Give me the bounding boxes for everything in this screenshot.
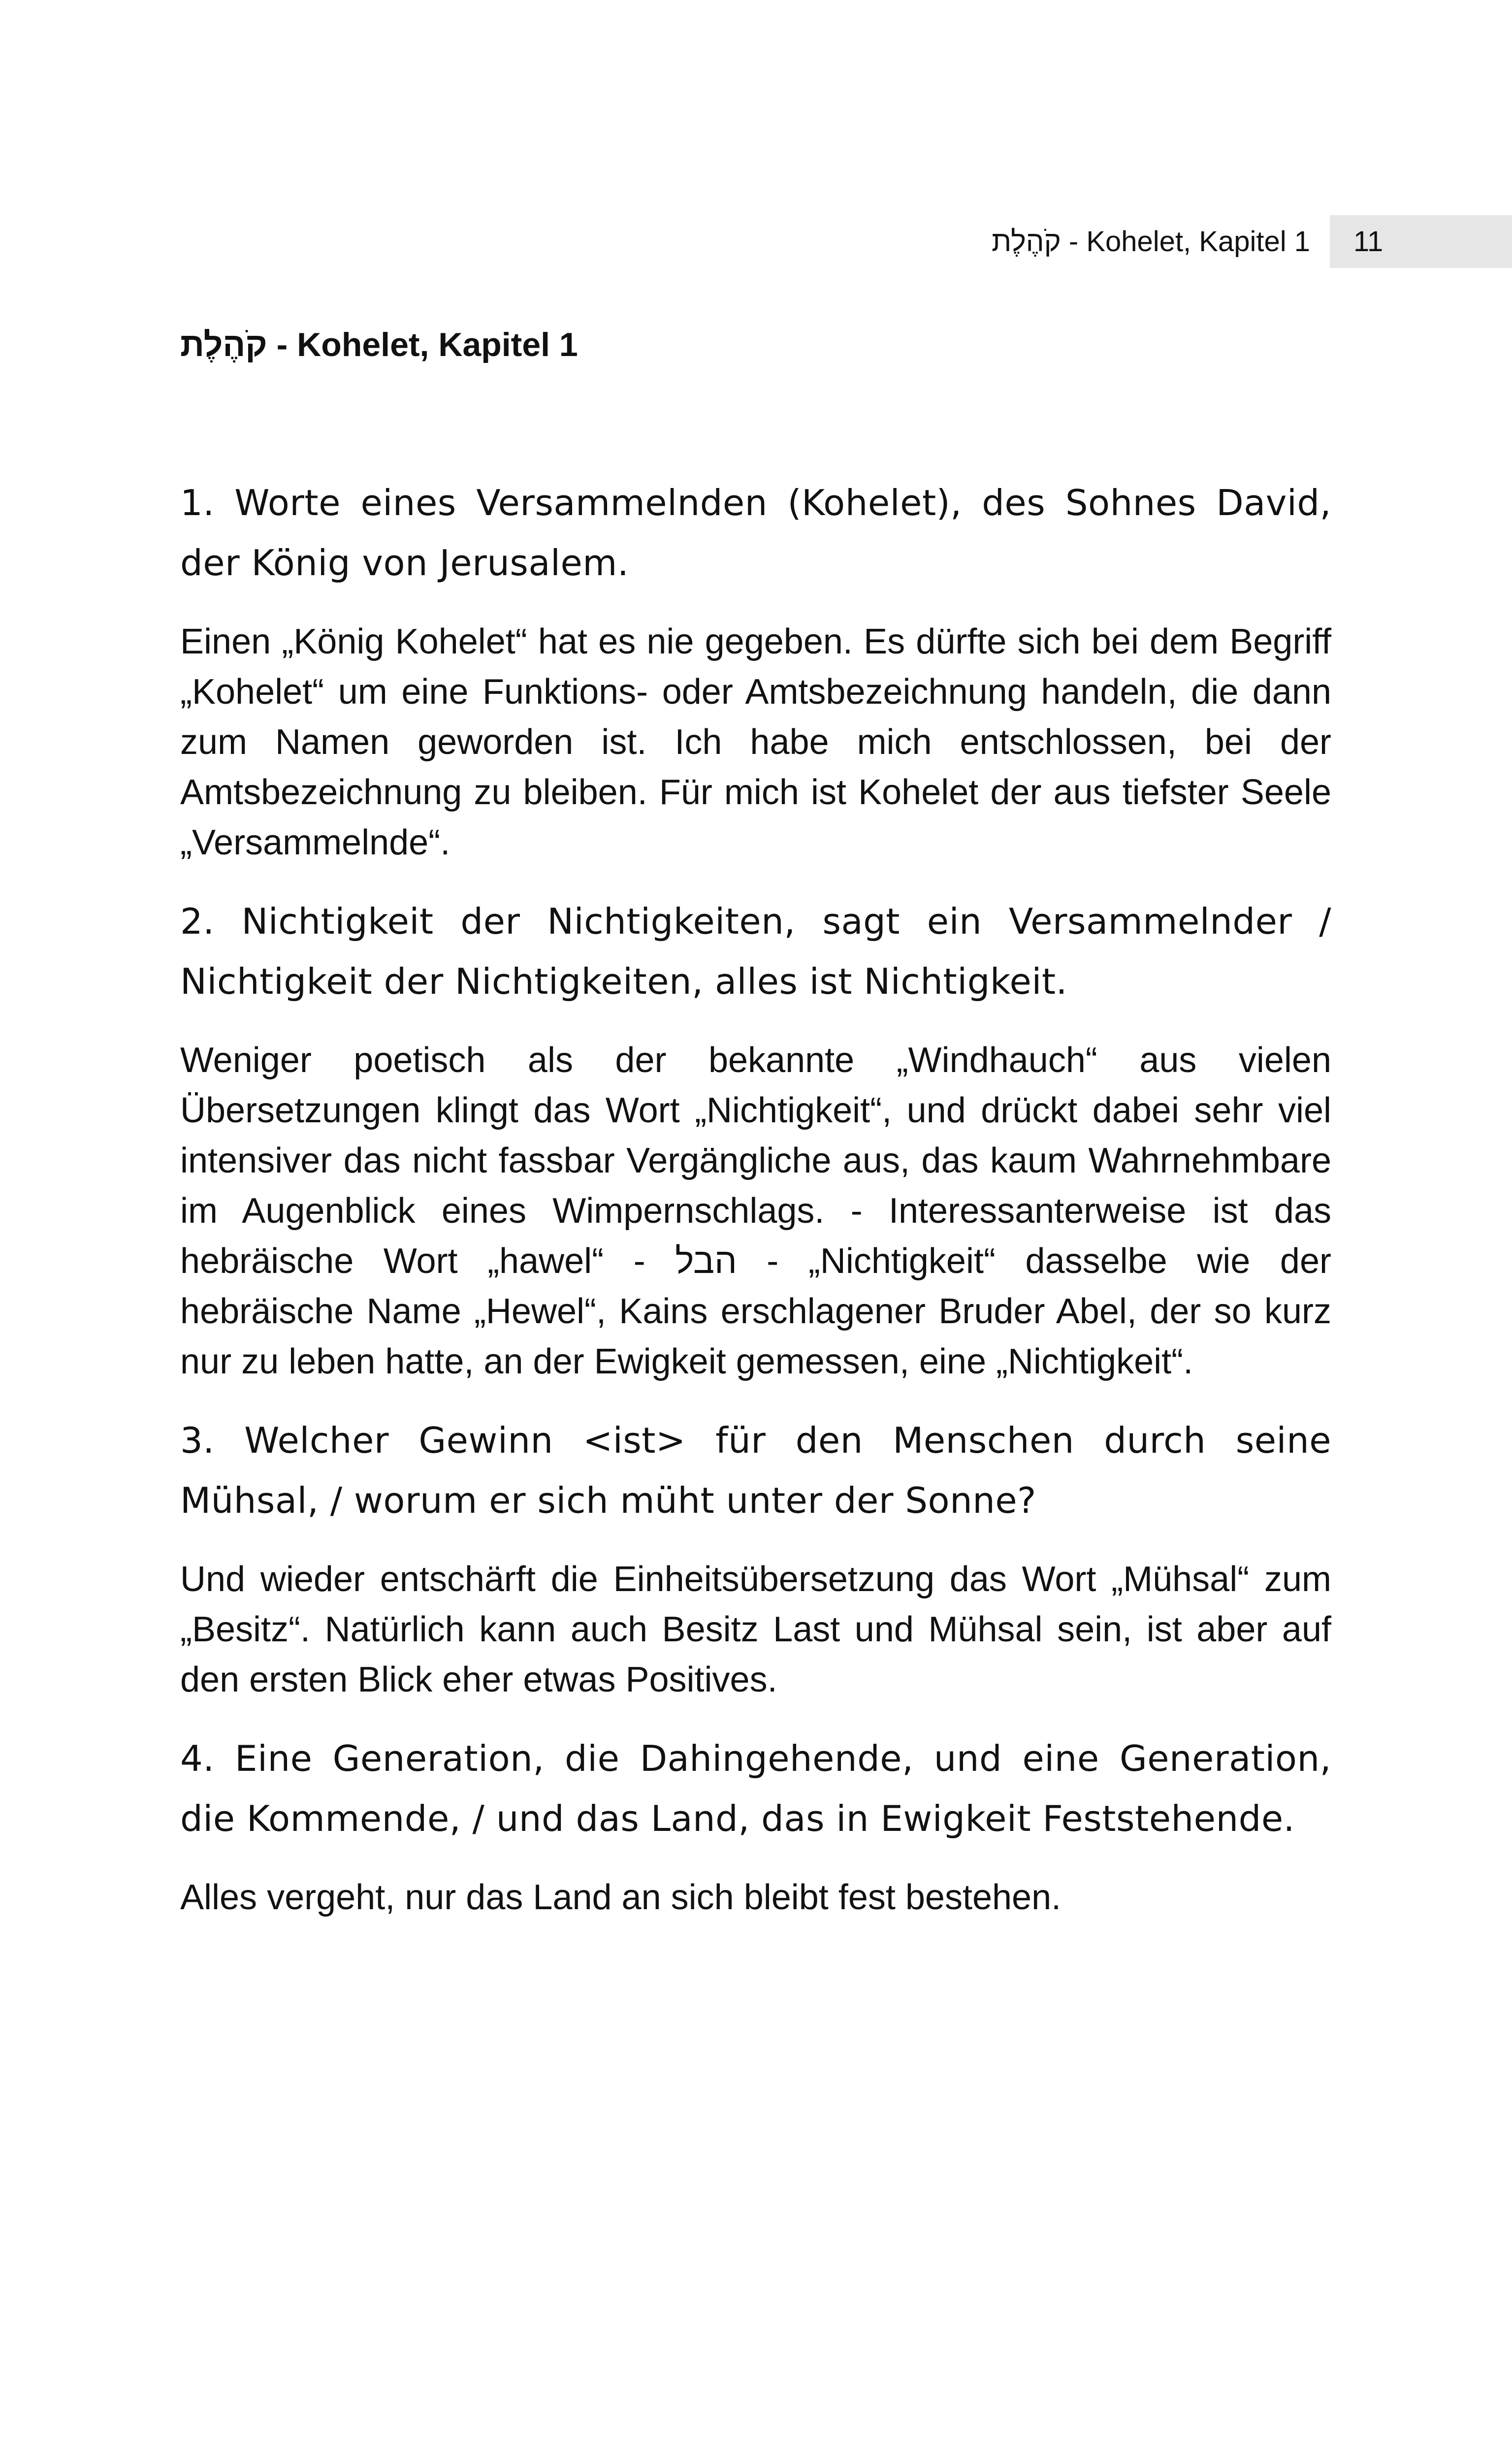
commentary-2	[180, 1035, 1331, 1387]
verse-1: 1. Worte eines Versammelnden (Kohelet), des Sohnes David, der König von Jerusalem.	[180, 482, 1331, 584]
running-title-text: - Kohelet, Kapitel 1	[1061, 226, 1310, 258]
verse-4: 4. Eine Generation, die Dahingehende, und eine Generation, die Kommende, / und das Land, das in Ewigkeit Feststehende.	[180, 1737, 1331, 1839]
page-number: 11	[1330, 215, 1512, 268]
running-header	[992, 215, 1512, 268]
commentary-1: Einen „König Kohelet“ hat es nie gegeben. Es dürfte sich bei dem Begriff „Kohelet“ um eine Funktions- oder Amtsbezeichnung handeln, die dann zum Namen geworden ist. Ich habe mich entschlossen, bei der Amtsbezeichnung zu bleiben. Für mich ist Kohelet der aus tiefster Seele „Versammelnde“.	[180, 621, 1331, 862]
chapter-title-hebrew: קֹהֶלֶת	[180, 326, 267, 363]
commentary-2-part-2: - „Nichtigkeit“ dasselbe wie der hebräische Name „Hewel“, Kains erschlagener Bruder Abel, der so kurz nur zu leben hatte, an der Ewigkeit gemessen, eine „Nichtigkeit“.	[180, 1241, 1331, 1381]
hebrew-word-hawel: הבל	[675, 1241, 737, 1281]
page-content	[180, 325, 1331, 1946]
verse-2: 2. Nichtigkeit der Nichtigkeiten, sagt ein Versammelnder / Nichtigkeit der Nichtigkeiten, alles ist Nichtigkeit.	[180, 900, 1331, 1002]
running-title	[992, 225, 1330, 258]
commentary-2-part-1: Weniger poetisch als der bekannte „Windhauch“ aus vielen Übersetzungen klingt das Wort „Nichtigkeit“, und drückt dabei sehr viel intensiver das nicht fassbar Vergängliche aus, das kaum Wahrnehmbare im Augenblick eines Wimpernschlags. - Interessanterweise ist das hebräische Wort „hawel“ -	[180, 1040, 1331, 1281]
chapter-title	[180, 325, 1331, 365]
running-title-hebrew: קֹהֶלֶת	[992, 226, 1061, 258]
verse-3: 3. Welcher Gewinn <ist> für den Menschen durch seine Mühsal, / worum er sich müht unter der Sonne?	[180, 1419, 1331, 1521]
chapter-title-text: - Kohelet, Kapitel 1	[267, 326, 578, 363]
commentary-4: Alles vergeht, nur das Land an sich bleibt fest bestehen.	[180, 1877, 1062, 1917]
commentary-3: Und wieder entschärft die Einheitsübersetzung das Wort „Mühsal“ zum „Besitz“. Natürlich kann auch Besitz Last und Mühsal sein, ist aber auf den ersten Blick eher etwas Positives.	[180, 1559, 1331, 1699]
